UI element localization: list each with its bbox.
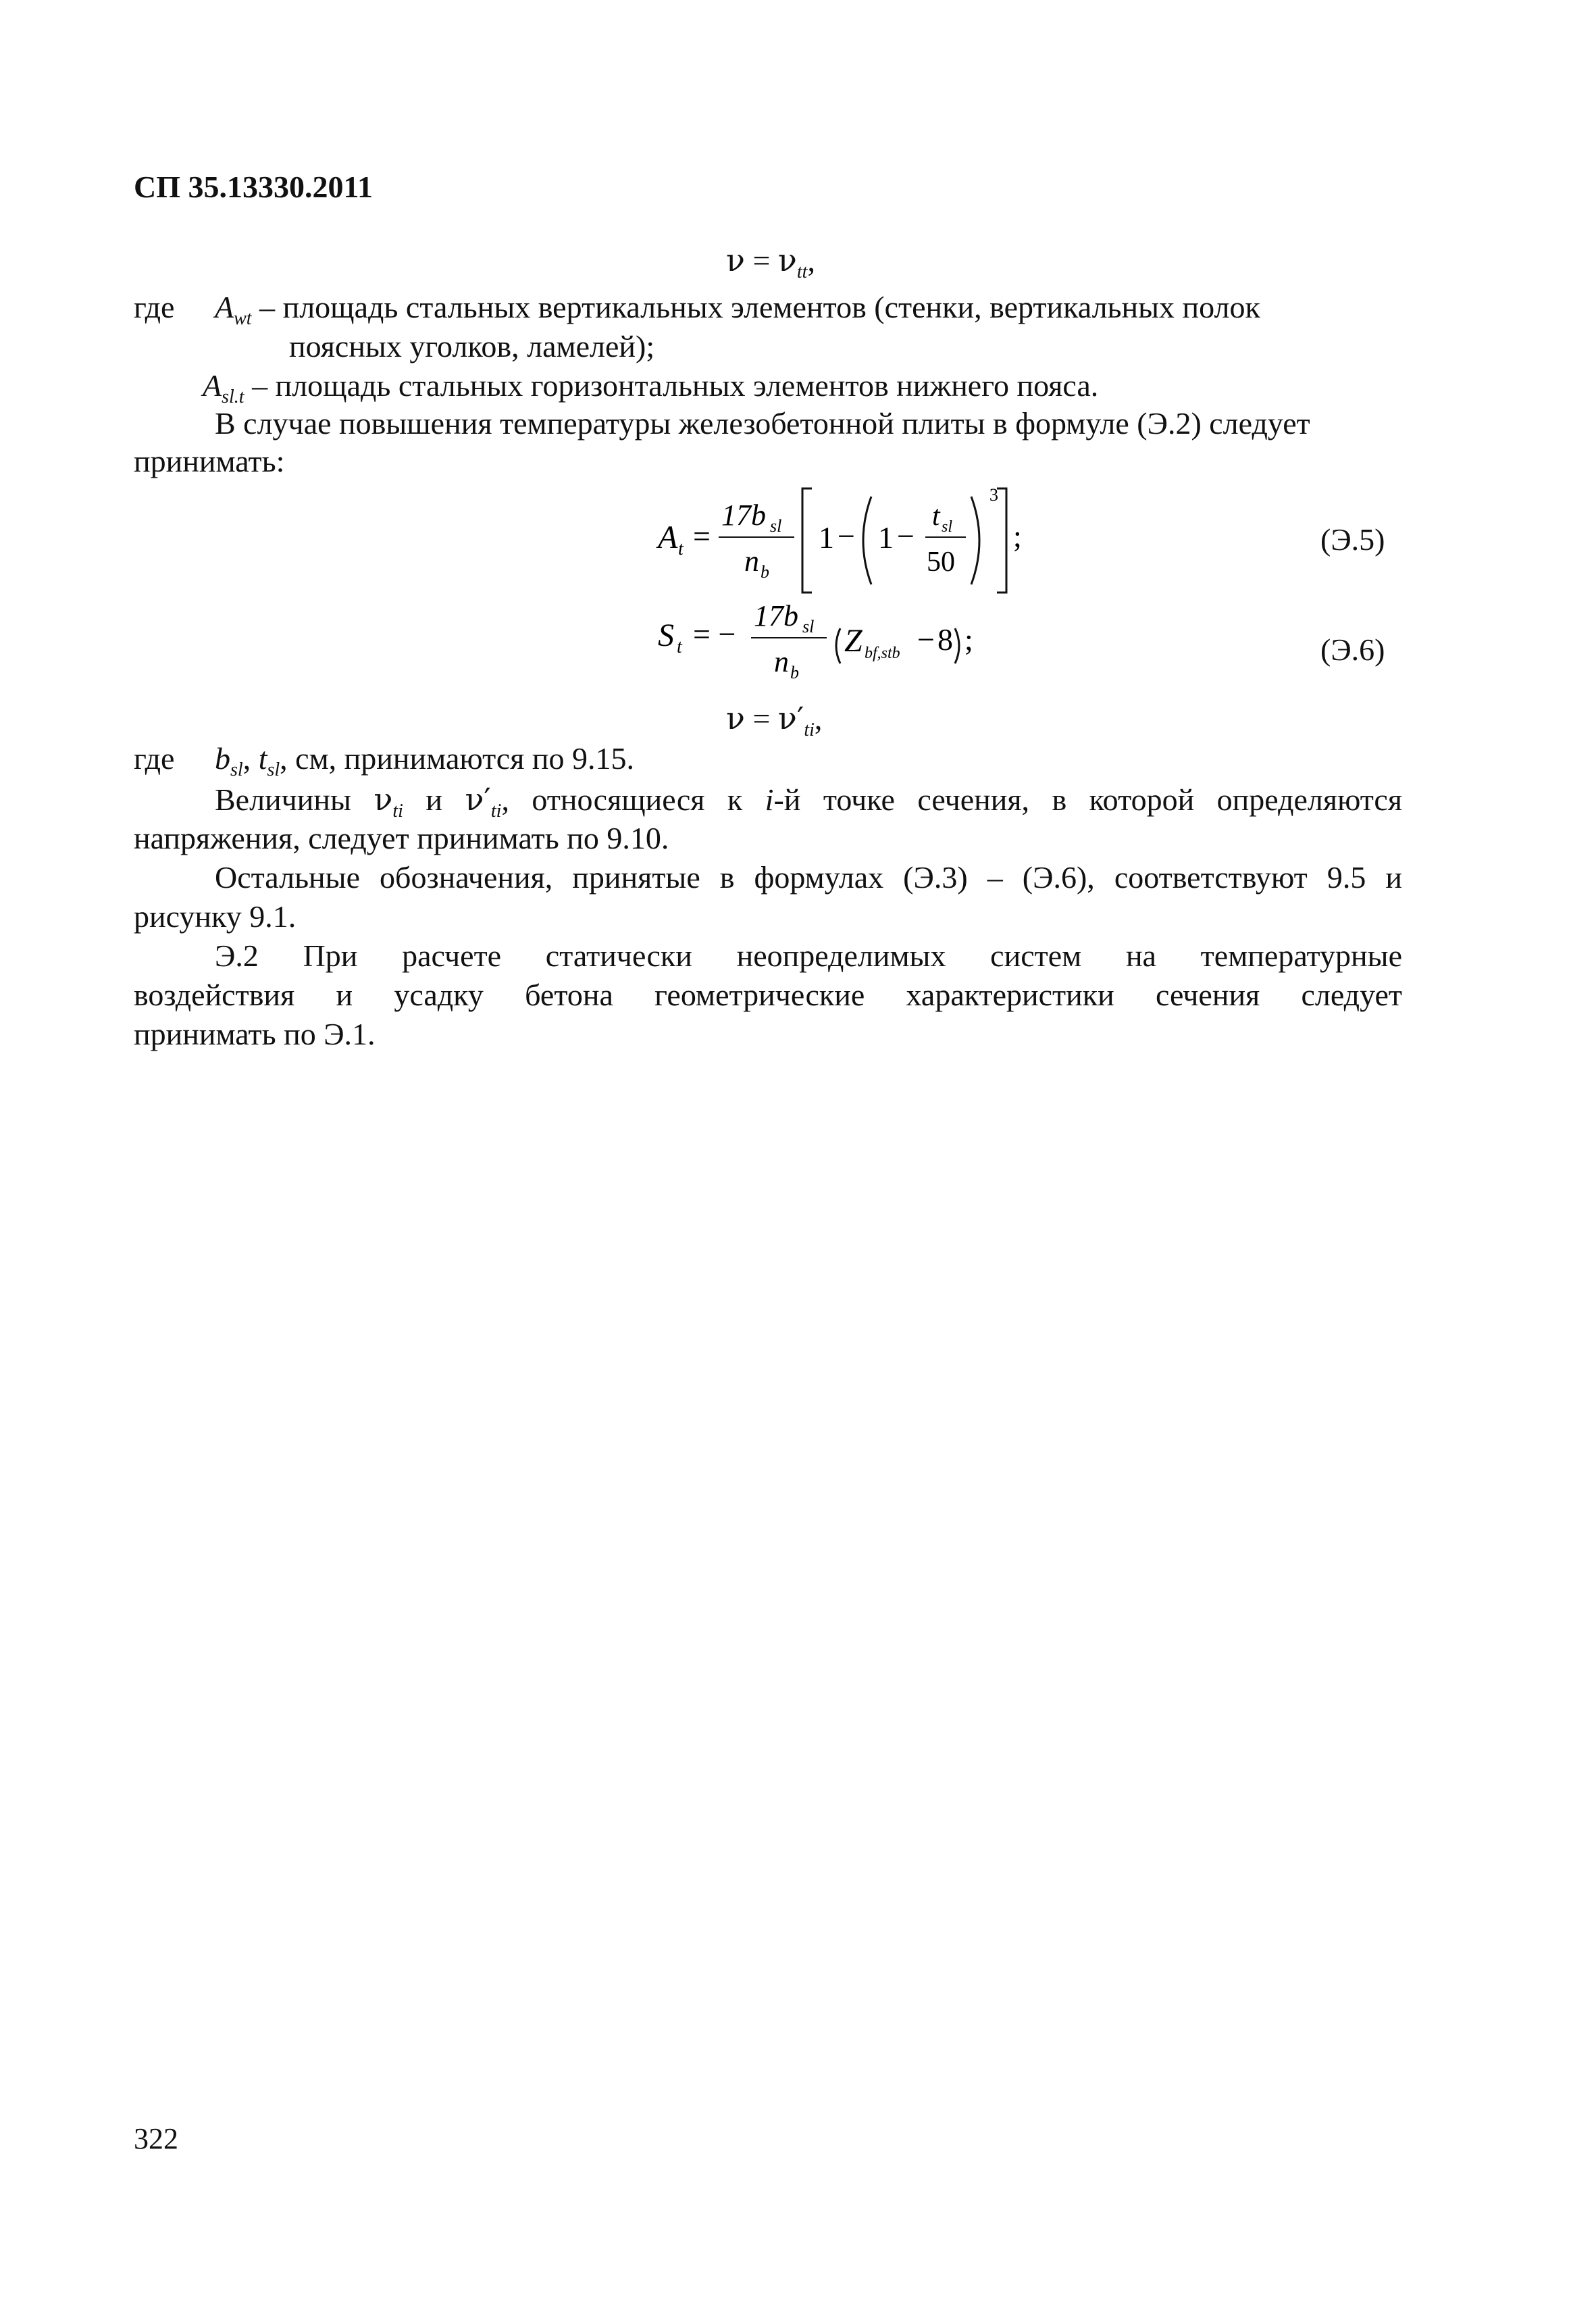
- s-t-paren-right: [955, 628, 959, 663]
- a-t-paren-left: [863, 497, 871, 584]
- a-t-inner-one: 1: [878, 520, 894, 555]
- equation-number-e6: (Э.6): [1320, 632, 1385, 667]
- a-t-den: n: [744, 545, 759, 578]
- where-awt-line: [134, 292, 174, 323]
- a-t-t: t: [932, 501, 940, 532]
- s-t-den-sub: b: [790, 663, 799, 682]
- s-t-semicolon: ;: [964, 622, 973, 657]
- a-t-coef-sub: sl: [770, 516, 782, 536]
- awt-definition-cont: поясных уголков, ламелей);: [289, 329, 655, 363]
- equation-number-e5: (Э.5): [1320, 522, 1385, 557]
- document-code-header: СП 35.13330.2011: [134, 170, 373, 204]
- s-t-minus: −: [917, 622, 935, 657]
- s-t-den: n: [774, 645, 789, 678]
- a-t-outer-one: 1: [819, 520, 834, 555]
- a-t-t-den: 50: [927, 547, 955, 578]
- formula-a-t: [648, 476, 1027, 598]
- s-t-lhs-sub: t: [677, 636, 682, 657]
- a-t-minus: −: [838, 519, 855, 553]
- s-t-eight: 8: [937, 622, 953, 657]
- where-bsl-line: где: [134, 741, 175, 776]
- paragraph-heat-line2: принимать:: [134, 444, 285, 478]
- a-t-minus-2: −: [897, 519, 915, 553]
- paragraph-e2-line3: принимать по Э.1.: [134, 1017, 376, 1051]
- paragraph-values-line2: напряжения, следует принимать по 9.10.: [134, 821, 669, 855]
- a-t-equals: =: [693, 519, 711, 553]
- paragraph-heat-line1: В случае повышения температуры железобетонной плиты в формуле (Э.2) следует: [215, 406, 1310, 441]
- paragraph-values-line1: Величины $\nu_{ti}$ и $\nu'_{ti}$, относящиеся к i-й точке сечения, в которой определяются: [215, 781, 1403, 822]
- a-t-lhs: A: [658, 520, 678, 555]
- s-t-coef: 17b: [754, 599, 798, 632]
- where-label: где: [134, 290, 175, 324]
- asl-definition: $A_{sl.t}$ – площадь стальных горизонтальных элементов нижнего пояса.: [203, 368, 1099, 407]
- a-t-coef: 17b: [721, 499, 766, 532]
- s-t-coef-sub: sl: [802, 617, 815, 636]
- s-t-z: Z: [844, 623, 863, 659]
- formula-nu-tt: $\nu = \nu_{tt}$,: [726, 242, 815, 282]
- a-t-power: 3: [989, 485, 998, 505]
- paragraph-e2-line1: Э.2 При расчете статически неопределимых систем на температурные: [215, 938, 1402, 973]
- paragraph-e2-line2: воздействия и усадку бетона геометрические характеристики сечения следует: [134, 978, 1402, 1012]
- a-t-bracket-left: [802, 488, 812, 593]
- page-number: 322: [134, 2122, 178, 2155]
- a-t-lhs-sub: t: [678, 538, 684, 559]
- formula-nu-ti: $\nu = \nu'_{ti}$,: [726, 700, 823, 740]
- a-t-bracket-right: [997, 488, 1006, 593]
- a-t-semicolon: ;: [1013, 519, 1022, 553]
- a-t-paren-right: [971, 497, 979, 584]
- formula-s-t: [648, 595, 1000, 696]
- a-t-den-sub: b: [761, 562, 769, 582]
- bsl-tsl-definition: $b_{sl}$, $t_{sl}$, см, принимаются по 9.15.: [215, 741, 634, 780]
- a-t-t-sub: sl: [942, 518, 953, 536]
- awt-definition: $A_{wt}$ – площадь стальных вертикальных элементов (стенки, вертикальных полок: [215, 290, 1260, 329]
- s-t-z-sub: bf,stb: [865, 645, 900, 662]
- s-t-lhs: S: [658, 618, 674, 653]
- s-t-equals: = −: [693, 617, 736, 651]
- paragraph-rest-line2: рисунку 9.1.: [134, 899, 297, 934]
- s-t-paren-left: [836, 628, 840, 663]
- paragraph-rest-line1: Остальные обозначения, принятые в формулах (Э.3) – (Э.6), соответствуют 9.5 и: [215, 860, 1402, 895]
